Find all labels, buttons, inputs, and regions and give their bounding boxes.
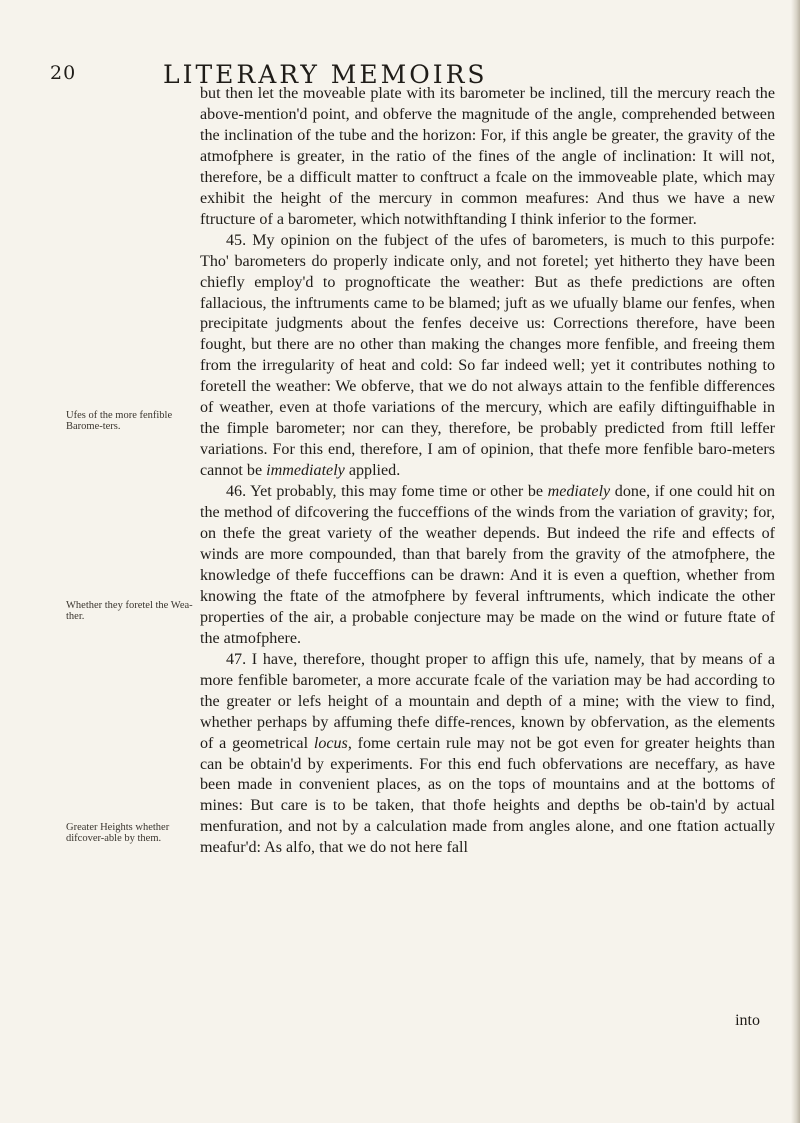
paragraph-text: but then let the moveable plate with its barometer be inclined, till the mercury reach the above-mention'd point, and obferve the magnitude of the angle, comprehended between the inclination of the tube and the horizon: For, if this angle be greater, the gravity of the atmofphere is greater, in the ratio of the fines of the angle of inclination: It will not, therefore, be a difficult matter to conftruct a fcale on the immoveable plate, which may exhibit the height of the mercury in common meafures: And thus we have a new ftructure of a barometer, which notwithftanding I think inferior to the former. xyxy=(200,85,775,228)
italic-word: locus xyxy=(313,734,348,752)
catchword: into xyxy=(735,1012,760,1029)
paragraph-tail: , fome certain rule may not be got even for greater heights than can be obtain'd by experiments. For this end fuch obfervations are neceffary, as have been made in convenient places, as on the tops of mountains and at the bottoms of mines: But care is to be taken, that thofe heights and depths be ob-tain'd by actual menfuration, and not by a calculation made from angles alone, and one ftation actually meafur'd: As alfo, that we do not here fall xyxy=(200,734,776,857)
paragraph-text: 45. My opinion on the fubject of the ufes of barometers, is much to this purpofe: Tho' barometers do properly indicate only, and not foretel; yet hitherto they have been chiefly employ'd to prognofticate the weather: But as thefe predictions are often fallacious, the inftruments came to be blamed; juft as we ufually blame our fenfes, when precipitate judgments about the fenfes deceive us: Corrections therefore, have been fought, but there are no other than making the changes more fenfible, and freeing them from the irregularity of heat and cold: So far indeed well; yet it contributes nothing to foretell the weather: We obferve, that we do not always attain to the fenfible differences of weather, even at thofe variations of the mercury, which are eafily diftinguifhable in the fimple barometer; nor can they, therefore, be probably predicted from ftill leffer variations. For this end, therefore, I am of opinion, that thefe more fenfible baro-meters cannot be xyxy=(200,231,775,480)
margin-note-heights: Greater Heights whether difcover-able by them. xyxy=(66,822,170,844)
italic-word: immediately xyxy=(266,462,345,480)
paragraph-46 xyxy=(200,482,775,650)
paragraph-tail: done, if one could hit on the method of difcovering the fucceffions of the winds from the variation of gravity; for, on thefe the great variety of the weather depends. But indeed the rife and effects of winds are more compounded, than that barely from the gravity of the atmofphere, the knowledge of thefe fucceffions can be drawn: And it is even a queftion, whether from knowing the ftate of the atmofphere by feveral inftruments, which indicate the other properties of the air, a probable conjecture may be made on the wind or future ftate of the atmofphere. xyxy=(200,483,775,647)
italic-word: mediately xyxy=(547,483,611,501)
page-edge-shadow xyxy=(791,0,800,1123)
body-text xyxy=(200,84,775,859)
paragraph-tail: applied. xyxy=(348,462,401,480)
margin-note-uses: Ufes of the more fenfible Barome-ters. xyxy=(66,410,173,432)
page-number: 20 xyxy=(50,62,77,84)
paragraph-47 xyxy=(200,650,775,860)
running-title: LITERARY MEMOIRS xyxy=(163,60,488,89)
paragraph-45 xyxy=(200,231,775,482)
paragraph-text: 46. Yet probably, this may fome time or other be xyxy=(226,483,544,501)
paragraph-continuation xyxy=(200,84,775,231)
paragraph-text: 47. I have, therefore, thought proper to affign this ufe, namely, that by means of a more fenfible barometer, a more accurate fcale of the variation may be had according to the greater or lefs height of a mountain and depth of a mine; with the view to find, whether perhaps by affuming thefe diffe-rences, known by obfervation, as the elements of a geometrical xyxy=(200,650,775,752)
margin-note-foretell: Whether they foretel the Wea-ther. xyxy=(66,600,193,622)
